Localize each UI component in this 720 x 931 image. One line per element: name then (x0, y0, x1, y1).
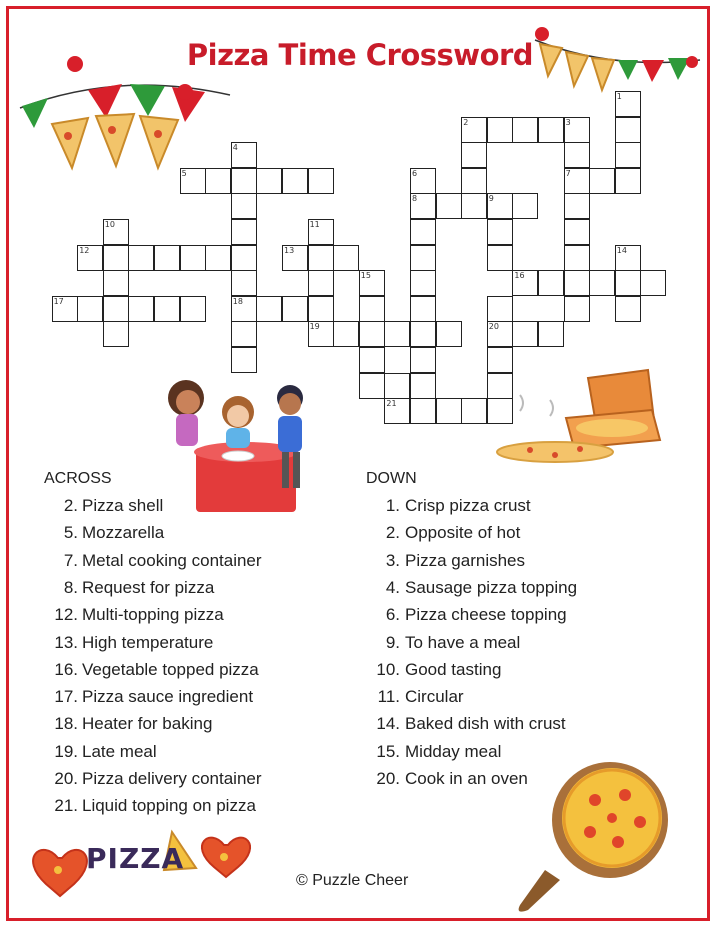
crossword-cell[interactable] (564, 117, 590, 143)
clue-number: 18 (232, 296, 243, 306)
crossword-cell[interactable] (359, 270, 385, 296)
crossword-cell[interactable] (487, 193, 513, 219)
crossword-cell[interactable] (564, 168, 590, 194)
crossword-cell[interactable] (512, 270, 538, 296)
crossword-cell[interactable] (333, 245, 359, 271)
clue-number: 17 (53, 296, 64, 306)
crossword-cell[interactable] (615, 91, 641, 117)
down-clue-text: Crisp pizza crust (405, 496, 531, 515)
crossword-cell[interactable] (512, 321, 538, 347)
down-clue-number: 9. (385, 632, 400, 652)
down-clue-text: To have a meal (405, 632, 521, 652)
crossword-cell[interactable] (487, 373, 513, 399)
crossword-cell[interactable] (359, 296, 385, 322)
across-heading: ACROSS (44, 470, 112, 487)
crossword-cell[interactable] (410, 347, 436, 373)
clue-number: 4 (232, 143, 238, 153)
clue-number: 3 (565, 117, 571, 127)
across-clue-number: 16. (54, 659, 78, 679)
crossword-cell[interactable] (487, 296, 513, 322)
crossword-cell[interactable] (538, 321, 564, 347)
crossword-cell[interactable] (410, 168, 436, 194)
crossword-cell[interactable] (359, 321, 385, 347)
down-clue-number: 1. (385, 496, 400, 515)
crossword-cell[interactable] (615, 168, 641, 194)
down-clue-number: 11. (377, 687, 400, 707)
crossword-cell[interactable] (308, 296, 334, 322)
across-clue-number: 5. (63, 523, 78, 543)
crossword-cell[interactable] (410, 219, 436, 245)
across-clue-text: Pizza sauce ingredient (82, 687, 254, 707)
crossword-cell[interactable] (282, 168, 308, 194)
down-clue-text: Midday meal (405, 741, 502, 761)
crossword-cell[interactable] (231, 270, 257, 296)
crossword-cell[interactable] (461, 193, 487, 219)
crossword-cell[interactable] (384, 398, 410, 424)
across-clue-number: 7. (63, 550, 78, 570)
crossword-cell[interactable] (359, 347, 385, 373)
crossword-cell[interactable] (231, 321, 257, 347)
crossword-cell[interactable] (461, 117, 487, 143)
crossword-cell[interactable] (410, 193, 436, 219)
crossword-cell[interactable] (103, 321, 129, 347)
down-clue-text: Good tasting (405, 659, 502, 679)
crossword-cell[interactable] (231, 347, 257, 373)
crossword-cell[interactable] (487, 398, 513, 424)
crossword-cell[interactable] (461, 398, 487, 424)
crossword-cell[interactable] (615, 245, 641, 271)
clue-number: 20 (488, 322, 499, 332)
down-clue-number: 4. (385, 577, 400, 597)
crossword-cell[interactable] (282, 296, 308, 322)
across-clue-text: Pizza delivery container (82, 769, 262, 788)
crossword-cell[interactable] (512, 117, 538, 143)
across-clue-number: 17. (54, 687, 78, 707)
clue-number: 7 (565, 168, 571, 178)
down-clue-text: Circular (405, 687, 464, 707)
clue-number: 19 (309, 322, 320, 332)
clue-number: 6 (412, 168, 418, 178)
crossword-cell[interactable] (180, 168, 206, 194)
down-clue-number: 10. (376, 659, 400, 679)
down-clue-number: 3. (385, 550, 400, 570)
down-clue-number: 14. (376, 714, 400, 734)
crossword-cell[interactable] (77, 245, 103, 271)
crossword-cell[interactable] (615, 270, 641, 296)
clue-number: 12 (79, 245, 90, 255)
crossword-cell[interactable] (52, 296, 78, 322)
across-clue-number: 18. (54, 714, 78, 734)
crossword-cell[interactable] (154, 245, 180, 271)
across-clue-text: Mozzarella (82, 523, 165, 543)
clue-number: 5 (181, 168, 187, 178)
crossword-cell[interactable] (615, 296, 641, 322)
crossword-cell[interactable] (205, 168, 231, 194)
crossword-cell[interactable] (564, 142, 590, 168)
down-clue-text: Sausage pizza topping (405, 577, 578, 597)
crossword-cell[interactable] (487, 245, 513, 271)
crossword-cell[interactable] (640, 270, 666, 296)
copyright-text: © Puzzle Cheer (296, 872, 409, 889)
across-clue-number: 13. (54, 632, 78, 652)
crossword-cell[interactable] (436, 193, 462, 219)
crossword-cell[interactable] (154, 296, 180, 322)
crossword-cell[interactable] (77, 296, 103, 322)
crossword-cell[interactable] (256, 296, 282, 322)
across-clue-text: Multi-topping pizza (82, 605, 224, 625)
crossword-cell[interactable] (231, 193, 257, 219)
clue-number: 10 (104, 220, 115, 229)
crossword-cell[interactable] (487, 117, 513, 143)
pizza-logo-text: PIZZA (86, 842, 185, 875)
down-clue-text: Pizza cheese topping (405, 605, 567, 625)
crossword-cell[interactable] (410, 296, 436, 322)
down-clue-text: Pizza garnishes (405, 550, 526, 570)
clue-number: 9 (488, 194, 494, 204)
crossword-cell[interactable] (410, 398, 436, 424)
across-clue-number: 19. (54, 741, 78, 761)
clue-number: 13 (284, 245, 295, 255)
clue-number: 14 (616, 245, 627, 255)
crossword-cell[interactable] (564, 270, 590, 296)
crossword-cell[interactable] (180, 245, 206, 271)
crossword-cell[interactable] (487, 347, 513, 373)
crossword-cell[interactable] (384, 321, 410, 347)
clue-number: 11 (309, 220, 320, 229)
down-clue-text: Baked dish with crust (405, 714, 566, 734)
clue-number: 15 (360, 271, 371, 281)
crossword-cell[interactable] (308, 245, 334, 271)
down-clue-number: 2. (385, 523, 400, 543)
page-title: Pizza Time Crossword (186, 38, 534, 72)
crossword-cell[interactable] (538, 117, 564, 143)
crossword-cell[interactable] (308, 321, 334, 347)
across-clue-number: 2. (63, 496, 78, 515)
crossword-cell[interactable] (538, 270, 564, 296)
crossword-cell[interactable] (564, 193, 590, 219)
down-clue-number: 15. (376, 741, 400, 761)
down-clue-text: Cook in an oven (405, 769, 528, 788)
crossword-cell[interactable] (564, 296, 590, 322)
clue-number: 2 (463, 117, 469, 127)
across-clue-number: 8. (63, 577, 78, 597)
down-clue-text: Opposite of hot (405, 523, 521, 543)
clue-number: 16 (514, 271, 525, 281)
crossword-cell[interactable] (333, 321, 359, 347)
crossword-cell[interactable] (512, 193, 538, 219)
crossword-cell[interactable] (231, 296, 257, 322)
crossword-cell[interactable] (231, 245, 257, 271)
crossword-cell[interactable] (231, 219, 257, 245)
crossword-cell[interactable] (103, 270, 129, 296)
crossword-cell[interactable] (589, 168, 615, 194)
crossword-cell[interactable] (308, 270, 334, 296)
crossword-cell[interactable] (308, 168, 334, 194)
crossword-cell[interactable] (205, 245, 231, 271)
crossword-cell[interactable] (180, 296, 206, 322)
across-clue-text: High temperature (82, 632, 214, 652)
across-clue-text: Liquid topping on pizza (82, 796, 256, 816)
crossword-cell[interactable] (282, 245, 308, 271)
clue-number: 8 (412, 194, 418, 204)
crossword-cell[interactable] (103, 219, 129, 245)
across-clue-text: Metal cooking container (82, 550, 262, 570)
crossword-cell[interactable] (436, 321, 462, 347)
crossword-cell[interactable] (564, 245, 590, 271)
crossword-cell[interactable] (410, 245, 436, 271)
clue-number: 1 (616, 92, 622, 101)
crossword-cell[interactable] (436, 398, 462, 424)
crossword-cell[interactable] (231, 142, 257, 168)
across-clue-number: 12. (54, 605, 78, 625)
crossword-cell[interactable] (410, 321, 436, 347)
crossword-cell[interactable] (461, 168, 487, 194)
crossword-cell[interactable] (128, 296, 154, 322)
down-clue-number: 20. (376, 769, 400, 788)
down-heading: DOWN (366, 470, 417, 487)
across-clue-text: Request for pizza (82, 577, 215, 597)
across-clue-text: Heater for baking (82, 714, 213, 734)
crossword-cell[interactable] (461, 142, 487, 168)
crossword-cell[interactable] (103, 296, 129, 322)
crossword-cell[interactable] (410, 373, 436, 399)
crossword-cell[interactable] (589, 270, 615, 296)
across-clue-text: Vegetable topped pizza (82, 659, 259, 679)
crossword-cell[interactable] (256, 168, 282, 194)
crossword-cell[interactable] (615, 117, 641, 143)
crossword-cell[interactable] (308, 219, 334, 245)
across-clue-number: 20. (54, 769, 78, 788)
across-clue-text: Pizza shell (82, 496, 164, 515)
crossword-cell[interactable] (564, 219, 590, 245)
across-clue-number: 21. (54, 796, 78, 816)
crossword-cell[interactable] (384, 373, 410, 399)
down-clue-number: 6. (385, 605, 400, 625)
across-clue-text: Late meal (82, 741, 157, 761)
crossword-cell[interactable] (410, 270, 436, 296)
crossword-cell[interactable] (128, 245, 154, 271)
crossword-cell[interactable] (359, 373, 385, 399)
clue-number: 21 (386, 399, 397, 409)
crossword-cell[interactable] (231, 168, 257, 194)
crossword-cell[interactable] (615, 142, 641, 168)
crossword-cell[interactable] (103, 245, 129, 271)
crossword-cell[interactable] (487, 219, 513, 245)
crossword-cell[interactable] (487, 321, 513, 347)
